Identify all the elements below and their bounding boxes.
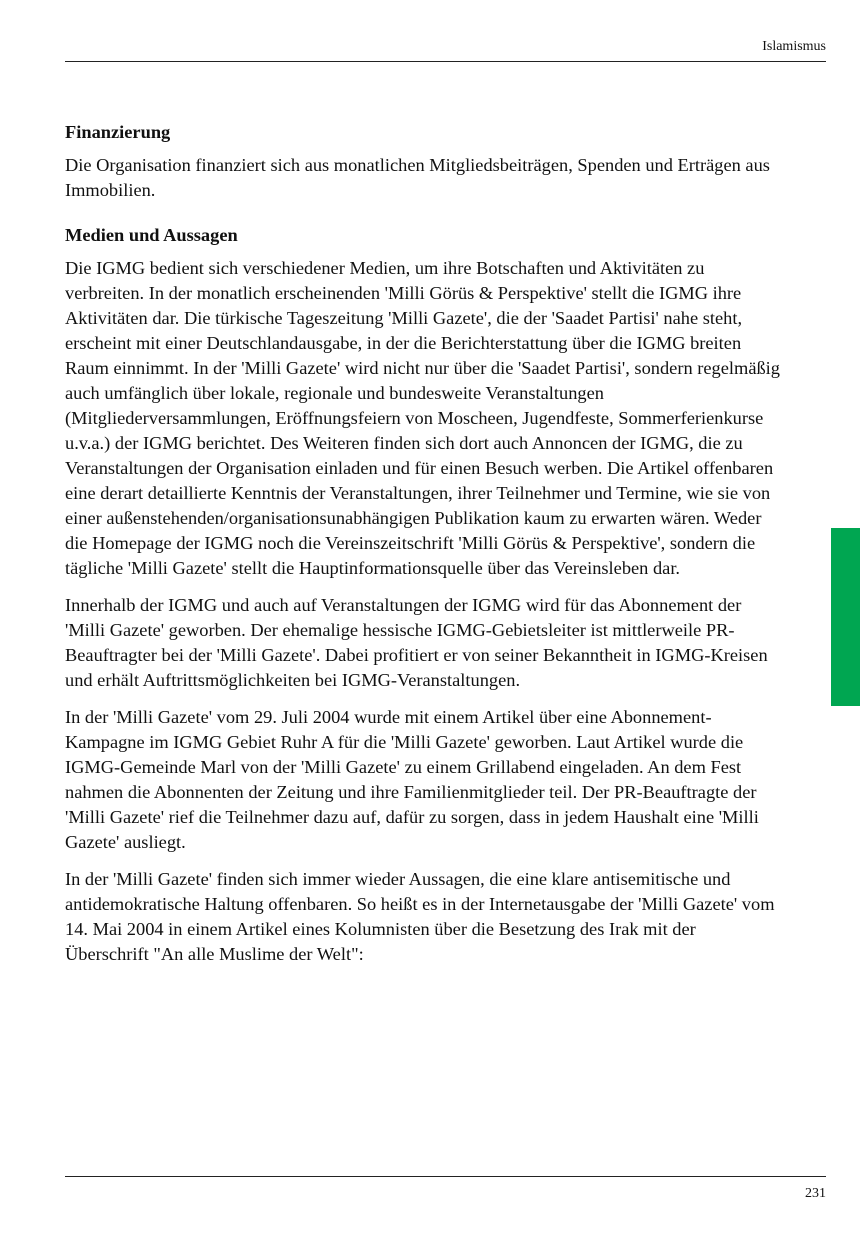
running-header: Islamismus	[762, 39, 826, 54]
page-number: 231	[805, 1186, 826, 1201]
section-heading: Medien und Aussagen	[65, 225, 238, 245]
paragraph: Die IGMG bedient sich verschiedener Medien, um ihre Botschaften und Aktivitäten zu verbreiten. In der monatlich erscheinenden 'Milli Görüs & Perspektive' stellt die IGMG ihre Aktivitäten dar. Die türkische Tageszeitung 'Milli Gazete', die der 'Saadet Partisi' nahe steht, erscheint mit einer Deutschlandausgabe, in der die Berichterstattung über die IGMG breiten Raum einnimmt. In der 'Milli Gazete' wird nicht nur über die 'Saadet Partisi', sondern regelmäßig auch umfänglich über lokale, regionale und bundesweite Veranstaltungen (Mitgliederversammlungen, Eröffnungsfeiern von Moscheen, Jugendfeste, Sommerferienkurse u.v.a.) der IGMG berichtet. Des Weiteren finden sich dort auch Annoncen der IGMG, die zu Veranstaltungen der Organisation einladen und für einen Besuch werben. Die Artikel offenbaren eine derart detaillierte Kenntnis der Veranstaltungen, ihrer Teilnehmer und Termine, wie sie von einer außenstehenden/organisationsunabhängigen Publikation kaum zu erwarten wären. Weder die Homepage der IGMG noch die Vereinszeitschrift 'Milli Görüs & Perspektive', sondern die tägliche 'Milli Gazete' stellt die Hauptinformationsquelle über das Vereinsleben dar.	[65, 258, 780, 578]
chapter-thumb-tab	[831, 528, 860, 706]
page-content	[65, 120, 780, 979]
section-finanzierung	[65, 120, 780, 203]
paragraph: In der 'Milli Gazete' finden sich immer wieder Aussagen, die eine klare antisemitische und antidemokratische Haltung offenbaren. So heißt es in der Internetausgabe der 'Milli Gazete' vom 14. Mai 2004 in einem Artikel eines Kolumnisten über die Besetzung des Irak mit der Überschrift "An alle Muslime der Welt":	[65, 869, 775, 964]
header-rule	[65, 61, 826, 62]
paragraph: In der 'Milli Gazete' vom 29. Juli 2004 wurde mit einem Artikel über eine Abonnement-Kampagne im IGMG Gebiet Ruhr A für die 'Milli Gazete' geworben. Laut Artikel wurde die IGMG-Gemeinde Marl von der 'Milli Gazete' zu einem Grillabend eingeladen. An dem Fest nahmen die Abonnenten der Zeitung und ihre Familienmitglieder teil. Der PR-Beauftragte der 'Milli Gazete' rief die Teilnehmer dazu auf, dafür zu sorgen, dass in jedem Haushalt eine 'Milli Gazete' ausliegt.	[65, 707, 759, 852]
section-heading: Finanzierung	[65, 122, 171, 142]
section-medien-und-aussagen	[65, 223, 780, 967]
footer-rule	[65, 1176, 826, 1177]
paragraph: Die Organisation finanziert sich aus monatlichen Mitgliedsbeiträgen, Spenden und Erträgen aus Immobilien.	[65, 155, 770, 200]
paragraph: Innerhalb der IGMG und auch auf Veranstaltungen der IGMG wird für das Abonnement der 'Milli Gazete' geworben. Der ehemalige hessische IGMG-Gebietsleiter ist mittlerweile PR-Beauftragter bei der 'Milli Gazete'. Dabei profitiert er von seiner Bekanntheit in IGMG-Kreisen und erhält Auftrittsmöglichkeiten bei IGMG-Veranstaltungen.	[65, 595, 768, 690]
